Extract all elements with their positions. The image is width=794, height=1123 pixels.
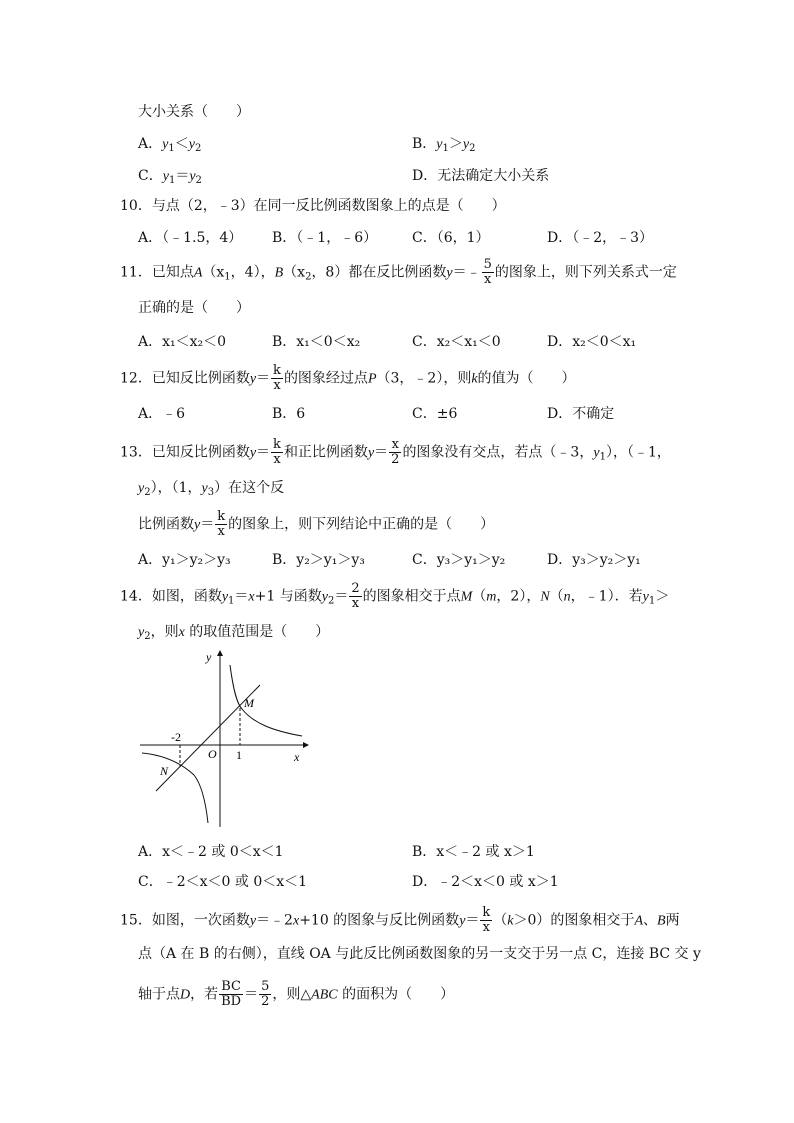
q15-stem-line2: 点（A 在 B 的右侧），直线 OA 与此反比例函数图象的另一支交于另一点 C，连接 BC 交 y <box>138 946 701 962</box>
fraction: $\frac{BC}{BD}$ <box>221 979 242 1009</box>
q12-option-c[interactable]: C．±6 <box>412 406 458 422</box>
q14-stem-line2: $y_2$，则x 的取值范围是（ ） <box>138 624 330 642</box>
axis-label-x: x <box>294 750 300 764</box>
axis-label-y: y <box>206 650 212 664</box>
fraction: $\frac{5}{x}$ <box>483 257 492 287</box>
q13-option-d[interactable]: D．y₃＞y₂＞y₁ <box>547 552 641 568</box>
point-label-m: M <box>244 696 254 710</box>
q13-option-a[interactable]: A．y₁＞y₂＞y₃ <box>138 552 231 568</box>
q14-option-d[interactable]: D．﹣2＜x＜0 或 x＞1 <box>412 874 559 890</box>
q12-stem: 12．已知反比例函数y＝ $\frac{k}{x}$ 的图象经过点P（3，﹣2），则k的值为（ ） <box>120 363 576 393</box>
q11-option-b[interactable]: B．x₁＜0＜x₂ <box>272 334 361 350</box>
q10-option-a[interactable]: A．（﹣1.5，4） <box>138 230 243 246</box>
q9-stem-tail: 大小关系（ ） <box>138 104 250 120</box>
point-label-n: N <box>160 764 169 778</box>
fraction: $\frac{x}{2}$ <box>391 437 400 467</box>
q12-option-a[interactable]: A．﹣6 <box>138 406 186 422</box>
q12-option-d[interactable]: D．不确定 <box>547 406 615 422</box>
fraction: $\frac{2}{x}$ <box>351 581 360 611</box>
q14-option-a[interactable]: A．x＜﹣2 或 0＜x＜1 <box>138 844 284 860</box>
q13-stem-line2: $y_2$），（1，$y_3$）在这个反 <box>138 480 285 498</box>
q13-stem: 13．已知反比例函数y＝ $\frac{k}{x}$ 和正比例函数y＝ $\frac{x}{2}$ 的图象没有交点，若点（﹣3，$y_1$），（﹣1， <box>120 437 671 467</box>
q13-stem-line3: 比例函数y＝ $\frac{k}{x}$ 的图象上，则下列结论中正确的是（ ） <box>138 509 495 539</box>
q11-option-a[interactable]: A．x₁＜x₂＜0 <box>138 334 227 350</box>
q14-option-c[interactable]: C．﹣2＜x＜0 或 0＜x＜1 <box>138 874 308 890</box>
q15-stem-line3: 轴于点D，若 $\frac{BC}{BD}$ ＝ $\frac{5}{2}$ ，则△ABC 的面积为（ ） <box>138 979 455 1009</box>
q9-option-b[interactable]: B．$y_1>y_2$ <box>412 136 476 154</box>
q9-option-c[interactable]: C．$y_1=y_2$ <box>138 168 202 186</box>
q11-option-d[interactable]: D．x₂＜0＜x₁ <box>547 334 637 350</box>
origin-label: O <box>208 747 217 761</box>
q10-option-b[interactable]: B．（﹣1，﹣6） <box>272 230 378 246</box>
hyperbola-branch-third-quadrant <box>142 753 208 823</box>
fraction: $\frac{5}{2}$ <box>261 979 270 1009</box>
q11-stem-line2: 正确的是（ ） <box>138 300 250 316</box>
tick-label-minus-2: -2 <box>171 730 181 744</box>
q11-option-c[interactable]: C．x₂＜x₁＜0 <box>412 334 501 350</box>
q10-option-d[interactable]: D．（﹣2，﹣3） <box>547 230 654 246</box>
q14-graph-figure <box>138 645 318 830</box>
q10-option-c[interactable]: C．（6，1） <box>412 230 490 246</box>
q9-option-d[interactable]: D．无法确定大小关系 <box>412 168 550 184</box>
q14-option-b[interactable]: B．x＜﹣2 或 x＞1 <box>412 844 535 860</box>
q9-option-a[interactable]: A．$y_1<y_2$ <box>138 136 202 154</box>
fraction: $\frac{k}{x}$ <box>273 437 281 467</box>
q14-stem: 14．如图，函数$y_1=x+1$ 与函数$y_2=$ $\frac{2}{x}$ 的图象相交于点M（m，2），N（n，﹣1）．若$y_1>$ <box>120 581 670 611</box>
q12-option-b[interactable]: B．6 <box>272 406 306 422</box>
tick-label-1: 1 <box>236 748 242 762</box>
fraction: $\frac{k}{x}$ <box>273 363 281 393</box>
q13-option-b[interactable]: B．y₂＞y₁＞y₃ <box>272 552 365 568</box>
q11-stem: 11．已知点$A(x_1$，4），$B(x_2$，8）都在反比例函数y＝﹣ $\frac{5}{x}$ 的图象上，则下列关系式一定 <box>120 257 677 287</box>
q10-stem: 10．与点（2，﹣3）在同一反比例函数图象上的点是（ ） <box>120 198 506 214</box>
fraction: $\frac{k}{x}$ <box>217 509 226 539</box>
q13-option-c[interactable]: C．y₃＞y₁＞y₂ <box>412 552 506 568</box>
hyperbola-branch-first-quadrant <box>230 665 302 736</box>
fraction: $\frac{k}{x}$ <box>482 905 491 935</box>
q15-stem: 15．如图，一次函数y＝﹣2x+10 的图象与反比例函数y＝ $\frac{k}{x}$ （k＞0）的图象相交于A、B两 <box>120 905 680 935</box>
